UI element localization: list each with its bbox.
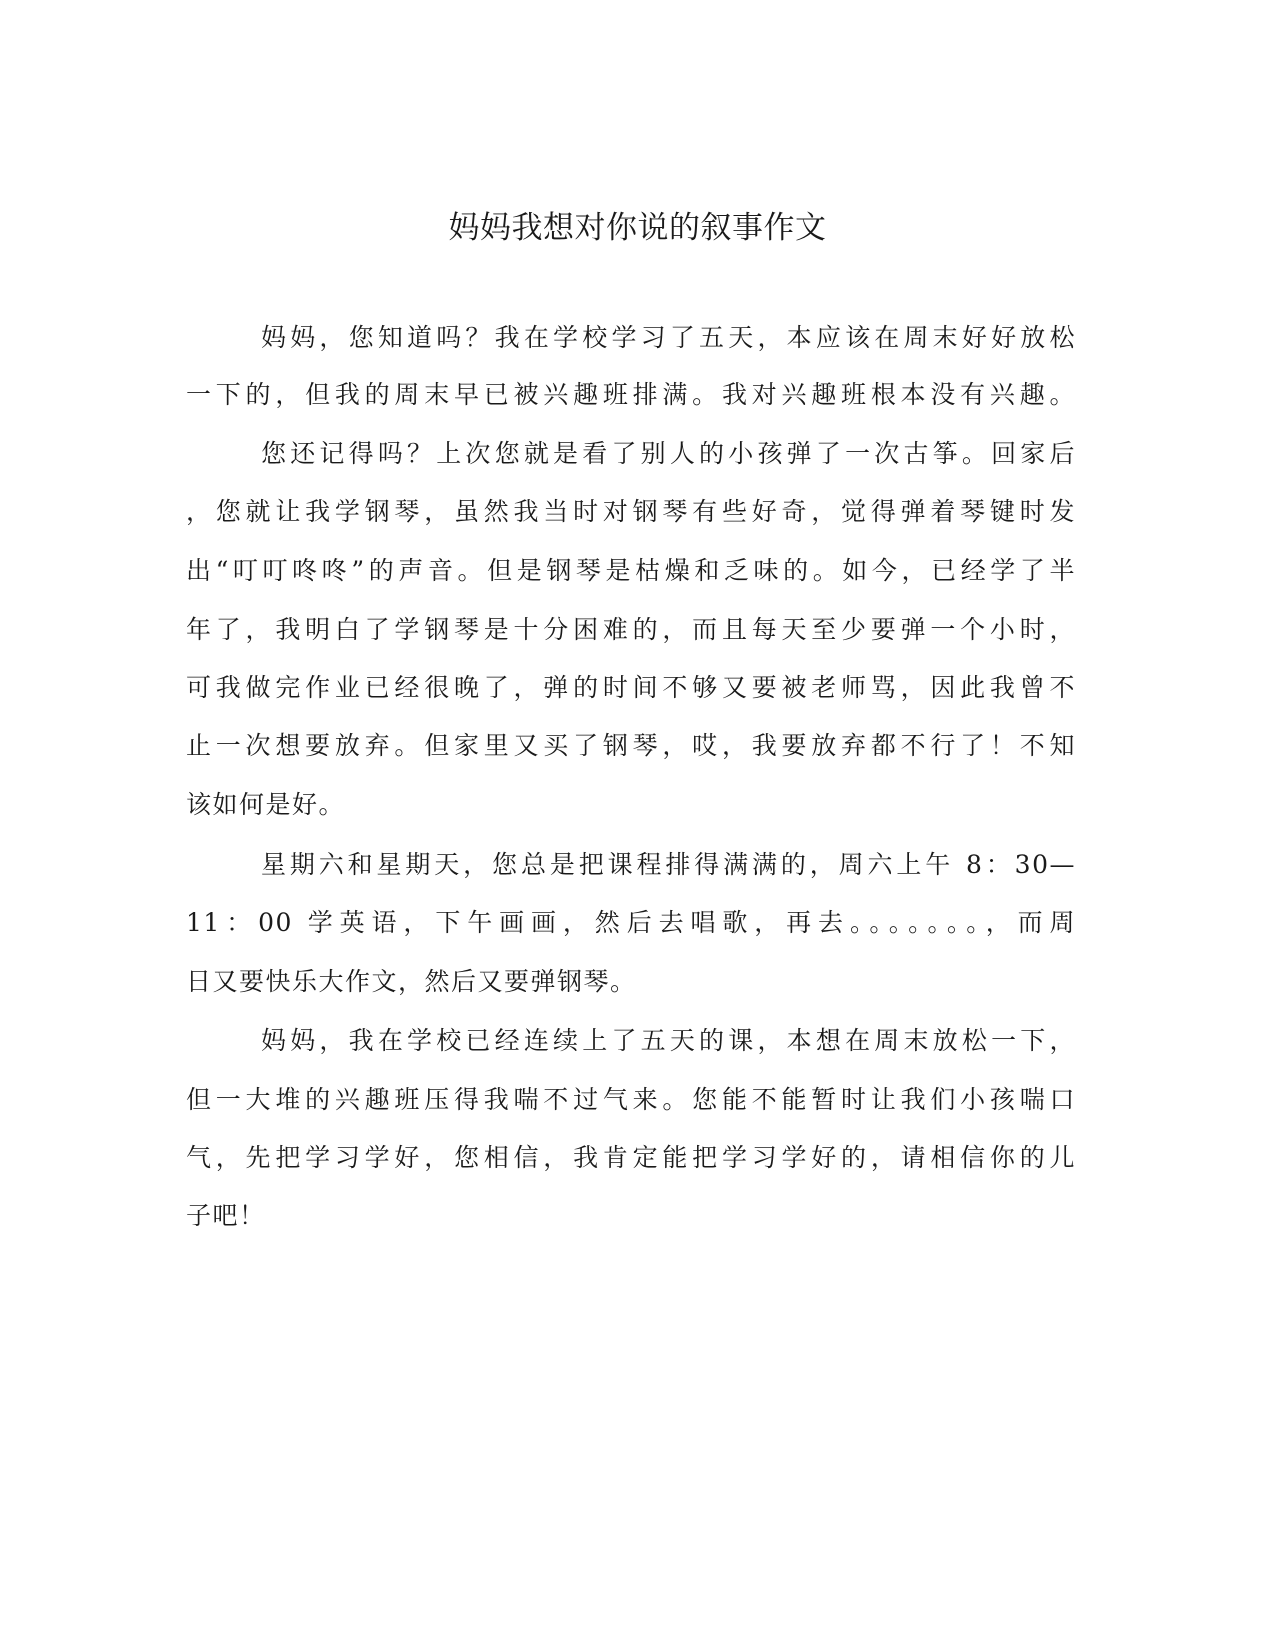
paragraph-4-line-3: 气，先把学习学好，您相信，我肯定能把学习学好的，请相信你的儿 [186,1143,1076,1172]
paragraph-2-line-2: ，您就让我学钢琴，虽然我当时对钢琴有些好奇，觉得弹着琴键时发 [186,497,1076,526]
paragraph-3-line-2: 11：00 学英语，下午画画，然后去唱歌，再去。。。。。。。，而周 [186,908,1076,937]
paragraph-1-line-1: 妈妈，您知道吗？我在学校学习了五天，本应该在周末好好放松 [261,323,1076,352]
paragraph-2-line-1: 您还记得吗？上次您就是看了别人的小孩弹了一次古筝。回家后 [261,439,1076,468]
document-title: 妈妈我想对你说的叙事作文 [448,210,827,246]
paragraph-2-line-5: 可我做完作业已经很晚了，弹的时间不够又要被老师骂，因此我曾不 [186,673,1076,702]
paragraph-4-line-4: 子吧！ [186,1201,266,1230]
paragraph-1-line-2: 一下的，但我的周末早已被兴趣班排满。我对兴趣班根本没有兴趣。 [186,380,1076,409]
paragraph-2-line-6: 止一次想要放弃。但家里又买了钢琴，哎，我要放弃都不行了！不知 [186,731,1076,760]
paragraph-3-line-1: 星期六和星期天，您总是把课程排得满满的，周六上午 8：30— [261,850,1076,879]
paragraph-2-line-7: 该如何是好。 [186,790,346,819]
paragraph-2-line-4: 年了，我明白了学钢琴是十分困难的，而且每天至少要弹一个小时， [186,615,1076,644]
paragraph-4-line-1: 妈妈，我在学校已经连续上了五天的课，本想在周末放松一下， [261,1026,1076,1055]
paragraph-3-line-3: 日又要快乐大作文，然后又要弹钢琴。 [186,967,637,996]
paragraph-4-line-2: 但一大堆的兴趣班压得我喘不过气来。您能不能暂时让我们小孩喘口 [186,1085,1076,1114]
paragraph-2-line-3: 出“叮叮咚咚”的声音。但是钢琴是枯燥和乏味的。如今，已经学了半 [186,556,1076,585]
